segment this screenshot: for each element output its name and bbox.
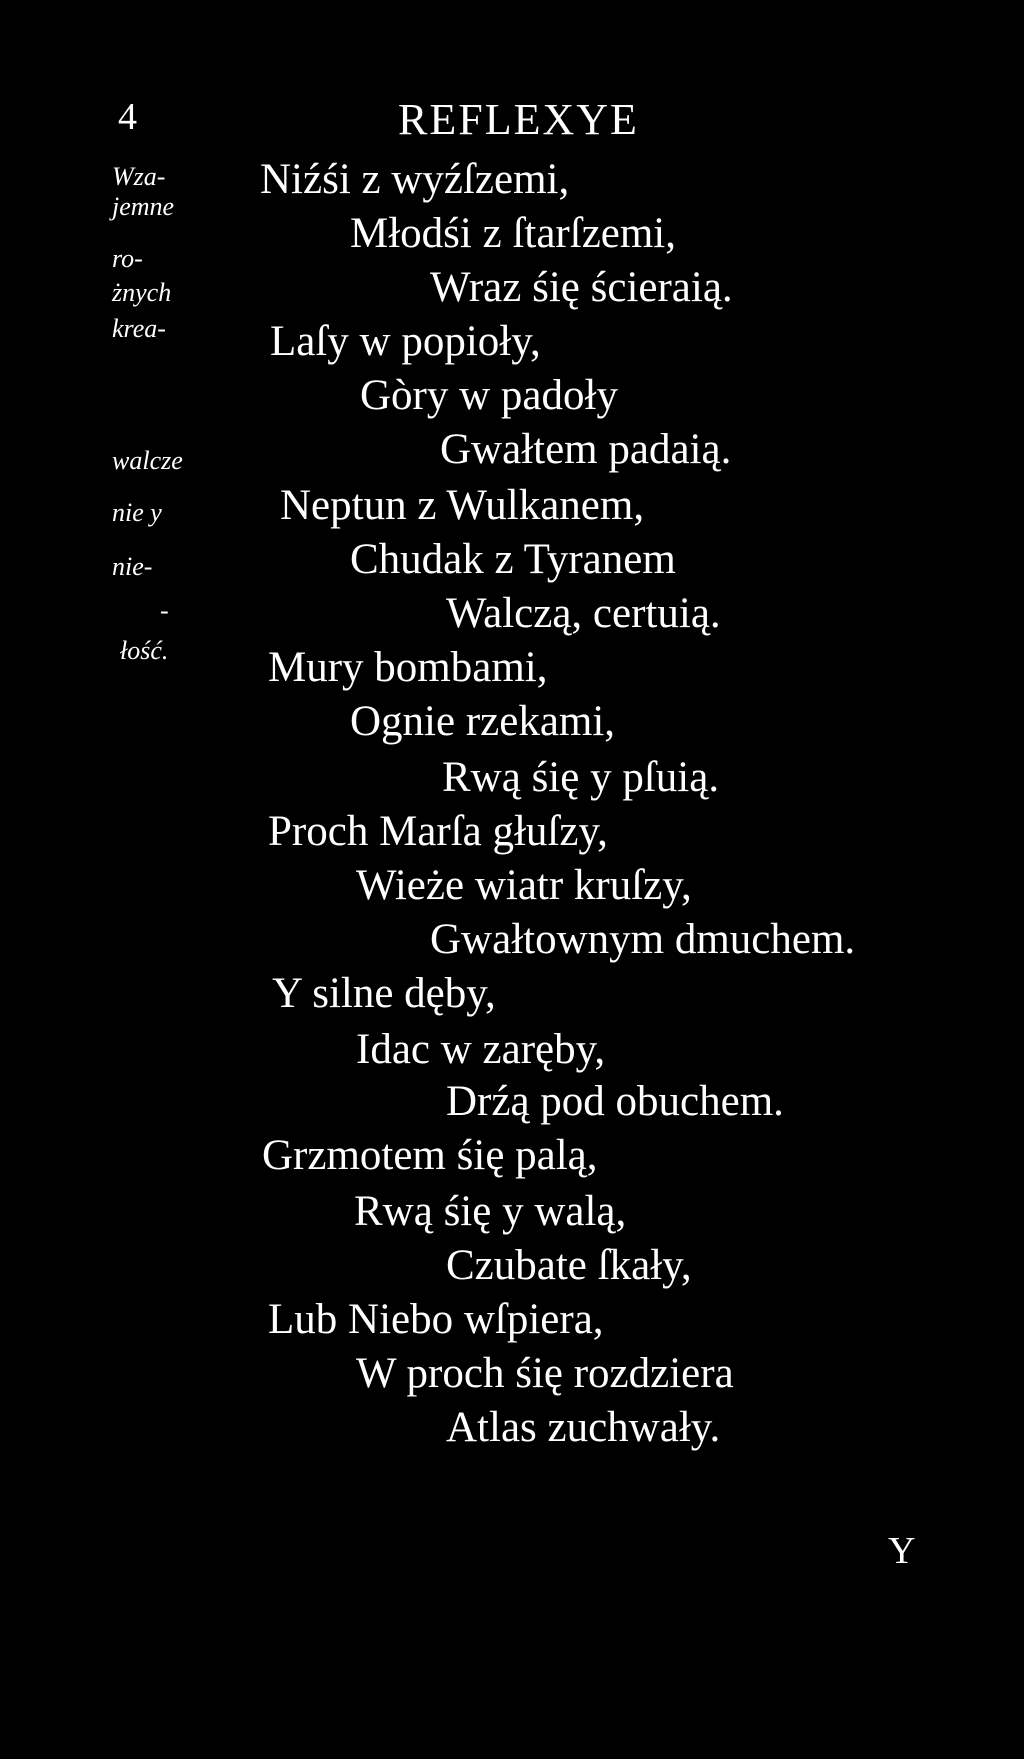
verse-line: Atlas zuchwały. <box>446 1404 721 1451</box>
marginal-note: ro- <box>112 244 143 273</box>
marginal-note: żnych <box>112 278 172 307</box>
verse-line: Rwą śię y walą, <box>354 1188 627 1235</box>
verse-line: Y silne dęby, <box>272 970 496 1017</box>
marginal-note: krea- <box>112 314 166 343</box>
verse-line: Grzmotem śię palą, <box>262 1132 598 1179</box>
verse-line: Mury bombami, <box>268 644 548 691</box>
catchword: Y <box>888 1530 916 1572</box>
verse-line: Idac w zaręby, <box>356 1026 606 1073</box>
verse-line: Niźśi z wyźſzemi, <box>260 156 570 203</box>
verse-line: W proch śię rozdziera <box>356 1350 734 1397</box>
running-head: REFLEXYE <box>398 95 639 144</box>
verse-line: Gòry w padoły <box>360 372 618 419</box>
verse-line: Gwałtem padaią. <box>440 426 732 473</box>
verse-line: Chudak z Tyranem <box>350 536 676 583</box>
verse-line: Proch Marſa głuſzy, <box>268 808 608 855</box>
marginal-note: walcze <box>112 446 183 475</box>
verse-line: Neptun z Wulkanem, <box>280 482 645 529</box>
verse-line: Drźą pod obuchem. <box>446 1078 784 1125</box>
marginal-note: nie y <box>112 498 162 527</box>
marginal-note: nie- <box>112 552 153 581</box>
verse-line: Lub Niebo wſpiera, <box>268 1296 604 1343</box>
verse-line: Wraz śię ścieraią. <box>430 264 733 311</box>
marginal-note: Wza- <box>112 162 166 191</box>
marginal-note: łość. <box>120 636 169 665</box>
verse-line: Wieże wiatr kruſzy, <box>356 862 692 909</box>
verse-line: Walczą, certuią. <box>446 590 721 637</box>
verse-line: Młodśi z ſtarſzemi, <box>350 210 677 257</box>
verse-line: Laſy w popioły, <box>270 318 541 365</box>
verse-line: Gwałtownym dmuchem. <box>430 916 856 963</box>
verse-line: Ognie rzekami, <box>350 698 616 745</box>
marginal-note: jemne <box>112 192 175 221</box>
verse-line: Rwą śię y pſuią. <box>442 754 720 801</box>
verse-line: Czubate ſkały, <box>446 1242 692 1289</box>
marginal-note: - <box>160 596 169 625</box>
page-number: 4 <box>118 96 137 138</box>
